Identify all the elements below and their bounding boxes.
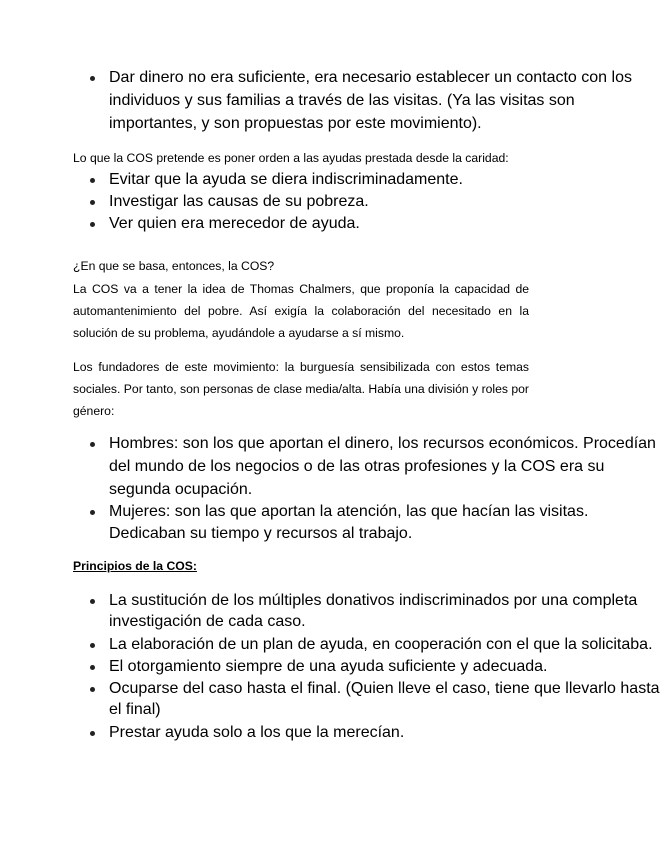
bullet-icon <box>90 510 95 515</box>
bullet-icon <box>90 599 95 604</box>
list-item: Prestar ayuda solo a los que la merecían. <box>109 724 405 741</box>
bullet-icon <box>90 200 95 205</box>
text-line: importantes, y son propuestas por este movimiento). <box>109 115 482 132</box>
text-line: Hombres: son los que aportan el dinero, los recursos económicos. Procedían <box>109 435 656 452</box>
list-item: El otorgamiento siempre de una ayuda suficiente y adecuada. <box>109 658 548 675</box>
bullet-icon <box>90 442 95 447</box>
text-line: género: <box>73 404 115 418</box>
text-line: investigación de cada caso. <box>109 613 306 630</box>
list-item: Ver quien era merecedor de ayuda. <box>109 215 360 232</box>
text-line: solución de su problema, ayudándole a ayudarse a sí mismo. <box>73 326 405 340</box>
bullet-icon <box>90 687 95 692</box>
text-line: La sustitución de los múltiples donativos indiscriminados por una completa <box>109 592 638 609</box>
list-item: La elaboración de un plan de ayuda, en cooperación con el que la solicitaba. <box>109 636 653 653</box>
text-line: sociales. Por tanto, son personas de clase media/alta. Había una división y roles por <box>73 382 529 396</box>
bullet-icon <box>90 76 95 81</box>
text-line: Los fundadores de este movimiento: la burguesía sensibilizada con estos temas <box>73 360 529 374</box>
list-item: Investigar las causas de su pobreza. <box>109 193 369 210</box>
bullet-icon <box>90 665 95 670</box>
bullet-icon <box>90 222 95 227</box>
text-line: Mujeres: son las que aportan la atención, las que hacían las visitas. <box>109 503 589 520</box>
section-heading: Principios de la COS: <box>73 559 197 573</box>
list-item: Evitar que la ayuda se diera indiscriminadamente. <box>109 171 463 188</box>
text-line: del mundo de los negocios o de las otras profesiones y la COS era su <box>109 458 605 475</box>
bullet-icon <box>90 731 95 736</box>
text-line: Ocuparse del caso hasta el final. (Quien lleve el caso, tiene que llevarlo hasta <box>109 680 660 697</box>
text-line: Dar dinero no era suficiente, era necesario establecer un contacto con los <box>109 69 632 86</box>
text-line: el final) <box>109 701 161 718</box>
text-line: Dedicaban su tiempo y recursos al trabajo. <box>109 525 413 542</box>
text-line: individuos y sus familias a través de las visitas. (Ya las visitas son <box>109 92 575 109</box>
bullet-icon <box>90 643 95 648</box>
text-line: ¿En que se basa, entonces, la COS? <box>73 259 275 273</box>
text-line: automantenimiento del pobre. Así exigía la colaboración del necesitado en la <box>73 304 529 318</box>
text-line: La COS va a tener la idea de Thomas Chalmers, que proponía la capacidad de <box>73 282 529 296</box>
bullet-icon <box>90 178 95 183</box>
text-line: segunda ocupación. <box>109 481 253 498</box>
text-line: Lo que la COS pretende es poner orden a las ayudas prestada desde la caridad: <box>73 151 509 165</box>
